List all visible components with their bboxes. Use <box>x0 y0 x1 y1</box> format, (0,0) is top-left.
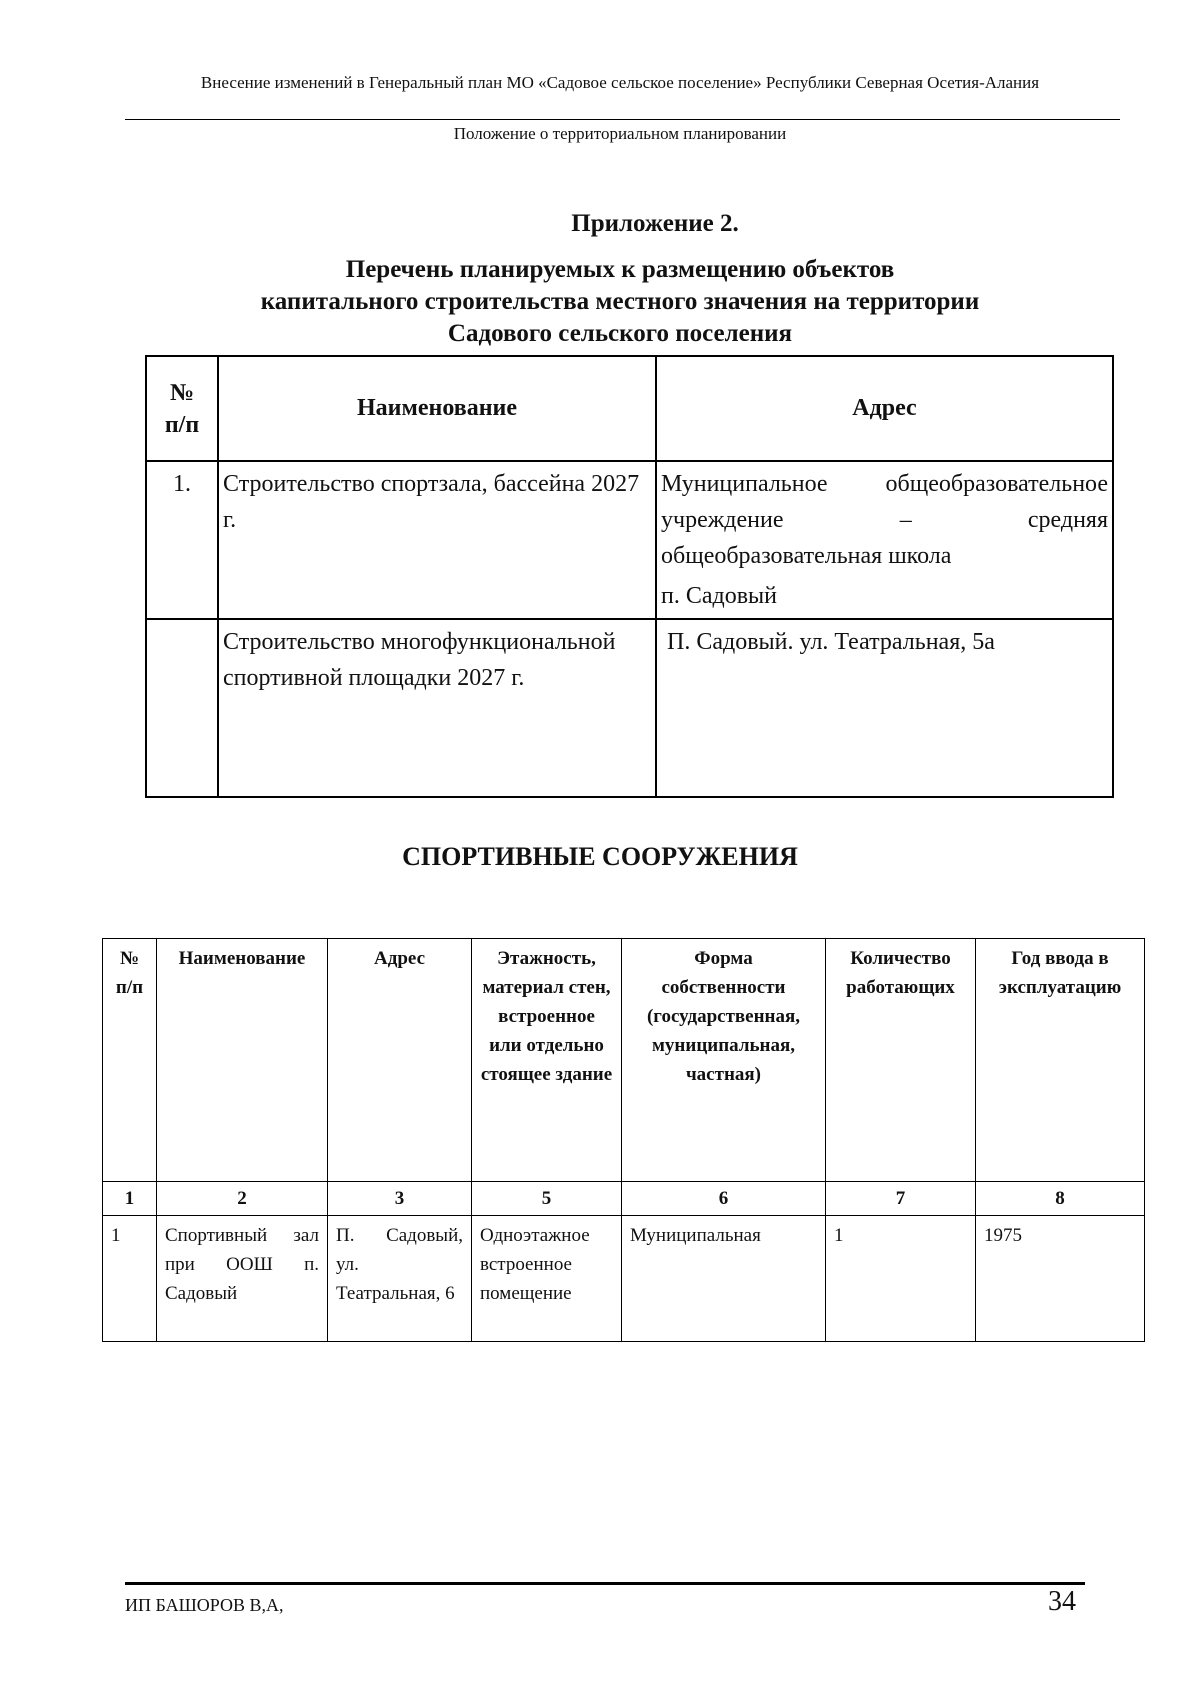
column-number: 8 <box>976 1182 1145 1216</box>
footer-rule <box>125 1582 1085 1585</box>
list-title-line-1: Перечень планируемых к размещению объектов <box>345 256 895 283</box>
page-number: 34 <box>1048 1586 1076 1617</box>
header-employees: Количество работающих <box>826 939 976 1182</box>
address-line: учреждение – средняя <box>661 507 1108 533</box>
list-title <box>140 254 1100 350</box>
list-title-line-2: капитального строительства местного значения на территории <box>260 288 980 315</box>
header-rule <box>125 119 1120 120</box>
column-number-row <box>103 1182 1145 1216</box>
sport-facilities-table <box>102 938 1145 1342</box>
header-floors: Этажность, материал стен, встроенное или отдельно стоящее здание <box>472 939 622 1182</box>
table-row <box>146 461 1113 619</box>
header-num: № п/п <box>103 939 157 1182</box>
footer-author: ИП БАШОРОВ В,А, <box>125 1595 284 1615</box>
header-num: № п/п <box>146 356 218 461</box>
planned-objects-table <box>145 355 1114 798</box>
column-number: 3 <box>328 1182 472 1216</box>
row-name: Строительство спортзала, бассейна 2027 г. <box>218 461 656 619</box>
table-row <box>103 1216 1145 1342</box>
row-num: 1 <box>103 1216 157 1342</box>
address-line: общеобразовательная школа <box>661 543 952 569</box>
row-employees: 1 <box>826 1216 976 1342</box>
header-name: Наименование <box>218 356 656 461</box>
row-num <box>146 619 218 797</box>
row-num: 1. <box>146 461 218 619</box>
column-number: 5 <box>472 1182 622 1216</box>
running-header-subtitle: Положение о территориальном планировании <box>453 124 787 143</box>
column-number: 2 <box>157 1182 328 1216</box>
sport-facilities-title: СПОРТИВНЫЕ СООРУЖЕНИЯ <box>402 842 798 871</box>
header-year: Год ввода в эксплуатацию <box>976 939 1145 1182</box>
row-floors: Одноэтажное встроенное помещение <box>472 1216 622 1342</box>
column-number: 6 <box>622 1182 826 1216</box>
row-ownership: Муниципальная <box>622 1216 826 1342</box>
appendix-title: Приложение 2. <box>571 210 739 237</box>
header-ownership: Форма собственности (государственная, муниципальная, частная) <box>622 939 826 1182</box>
table-header-row <box>146 356 1113 461</box>
running-header-title: Внесение изменений в Генеральный план МО «Садовое сельское поселение» Республики Северная Осетия-Алания <box>200 73 1040 92</box>
row-year: 1975 <box>976 1216 1145 1342</box>
table-header-row <box>103 939 1145 1182</box>
header-name: Наименование <box>157 939 328 1182</box>
address-line: п. Садовый <box>661 583 778 609</box>
address-line: Муниципальное общеобразовательное <box>661 471 1108 497</box>
row-address <box>656 461 1113 619</box>
header-address: Адрес <box>656 356 1113 461</box>
column-number: 1 <box>103 1182 157 1216</box>
row-name: Спортивный зал при ООШ п. Садовый <box>157 1216 328 1342</box>
row-address <box>656 619 1113 797</box>
row-name: Строительство многофункциональной спортивной площадки 2027 г. <box>218 619 656 797</box>
header-address: Адрес <box>328 939 472 1182</box>
address-line: П. Садовый. ул. Театральная, 5а <box>661 629 995 655</box>
list-title-line-3: Садового сельского поселения <box>447 320 793 347</box>
row-address: П. Садовый, ул. Театральная, 6 <box>328 1216 472 1342</box>
table-row <box>146 619 1113 797</box>
column-number: 7 <box>826 1182 976 1216</box>
